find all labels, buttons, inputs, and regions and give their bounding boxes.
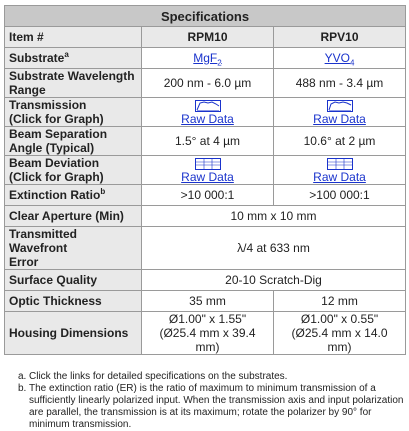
beam-deviation-rpv10 [274, 156, 406, 185]
surface-quality-value: 20-10 Scratch-Dig [142, 270, 406, 291]
table-row [5, 185, 406, 206]
beam-separation-rpv10: 10.6° at 2 µm [274, 127, 406, 156]
substrate-rpv10 [274, 48, 406, 69]
footnote-text: Click the links for detailed specifications on the substrates. [29, 371, 288, 382]
beam-separation-label: Beam Separation Angle (Typical) [5, 127, 142, 156]
transmission-graph-icon[interactable] [327, 100, 353, 112]
footnote-marker: a. [18, 371, 27, 382]
substrate-yvo4-link[interactable]: $YVO_4$ [324, 51, 355, 68]
header-item: Item # [5, 27, 142, 48]
substrate-mgf2-link[interactable]: MgF$_2$ [193, 51, 222, 68]
table-row [5, 291, 406, 312]
header-rpv10: RPV10 [274, 27, 406, 48]
beam-deviation-graph-icon[interactable] [327, 158, 353, 170]
substrate-rpm10 [142, 48, 274, 69]
beam-separation-rpm10: 1.5° at 4 µm [142, 127, 274, 156]
table-title: Specifications [5, 6, 406, 27]
spec-table-container [4, 5, 405, 431]
table-row [5, 312, 406, 355]
header-row [5, 27, 406, 48]
wavelength-label: Substrate Wavelength Range [5, 69, 142, 98]
clear-aperture-value: 10 mm x 10 mm [142, 206, 406, 227]
beam-deviation-graph-icon[interactable] [195, 158, 221, 170]
optic-thickness-label: Optic Thickness [5, 291, 142, 312]
extinction-ratio-label: Extinction Ratio$^b$ [5, 185, 142, 206]
table-row [5, 69, 406, 98]
transmission-raw-data-link-rpm10[interactable]: Raw Data [181, 112, 234, 126]
table-row [5, 48, 406, 69]
clear-aperture-label: Clear Aperture (Min) [5, 206, 142, 227]
wavelength-rpv10: 488 nm - 3.4 µm [274, 69, 406, 98]
wavelength-rpm10: 200 nm - 6.0 µm [142, 69, 274, 98]
specifications-table [4, 5, 406, 355]
transmission-raw-data-link-rpv10[interactable]: Raw Data [313, 112, 366, 126]
housing-dimensions-rpv10: Ø1.00" x 0.55" (Ø25.4 mm x 14.0 mm) [274, 312, 406, 355]
housing-dimensions-label: Housing Dimensions [5, 312, 142, 355]
housing-dimensions-rpm10: Ø1.00" x 1.55" (Ø25.4 mm x 39.4 mm) [142, 312, 274, 355]
table-title-row [5, 6, 406, 27]
optic-thickness-rpm10: 35 mm [142, 291, 274, 312]
extinction-ratio-rpv10: >100 000:1 [274, 185, 406, 206]
beam-deviation-label: Beam Deviation (Click for Graph) [5, 156, 142, 185]
wavefront-error-value: λ/4 at 633 nm [142, 227, 406, 270]
table-row [5, 270, 406, 291]
footnote-text: The extinction ratio (ER) is the ratio of maximum to minimum transmission of a sufficiently linearly polarized input. When the transmission axis and input polarization are parallel, the transmission is at its maximum; rotate the polarizer by 90° for minimum transmission. [29, 383, 404, 430]
footnote-marker: b. [18, 383, 27, 394]
transmission-rpm10 [142, 98, 274, 127]
transmission-graph-icon[interactable] [195, 100, 221, 112]
table-row [5, 156, 406, 185]
footnote-b [18, 383, 405, 431]
beam-deviation-raw-data-link-rpv10[interactable]: Raw Data [313, 170, 366, 184]
header-rpm10: RPM10 [142, 27, 274, 48]
transmission-rpv10 [274, 98, 406, 127]
wavefront-error-label: Transmitted Wavefront Error [5, 227, 142, 270]
transmission-label: Transmission (Click for Graph) [5, 98, 142, 127]
beam-deviation-rpm10 [142, 156, 274, 185]
footnote-a [18, 371, 405, 383]
table-row [5, 227, 406, 270]
table-row [5, 206, 406, 227]
optic-thickness-rpv10: 12 mm [274, 291, 406, 312]
table-row [5, 127, 406, 156]
beam-deviation-raw-data-link-rpm10[interactable]: Raw Data [181, 170, 234, 184]
extinction-ratio-rpm10: >10 000:1 [142, 185, 274, 206]
surface-quality-label: Surface Quality [5, 270, 142, 291]
table-row [5, 98, 406, 127]
footnotes [4, 371, 405, 431]
substrate-label: Substrate$^a$ [5, 48, 142, 69]
